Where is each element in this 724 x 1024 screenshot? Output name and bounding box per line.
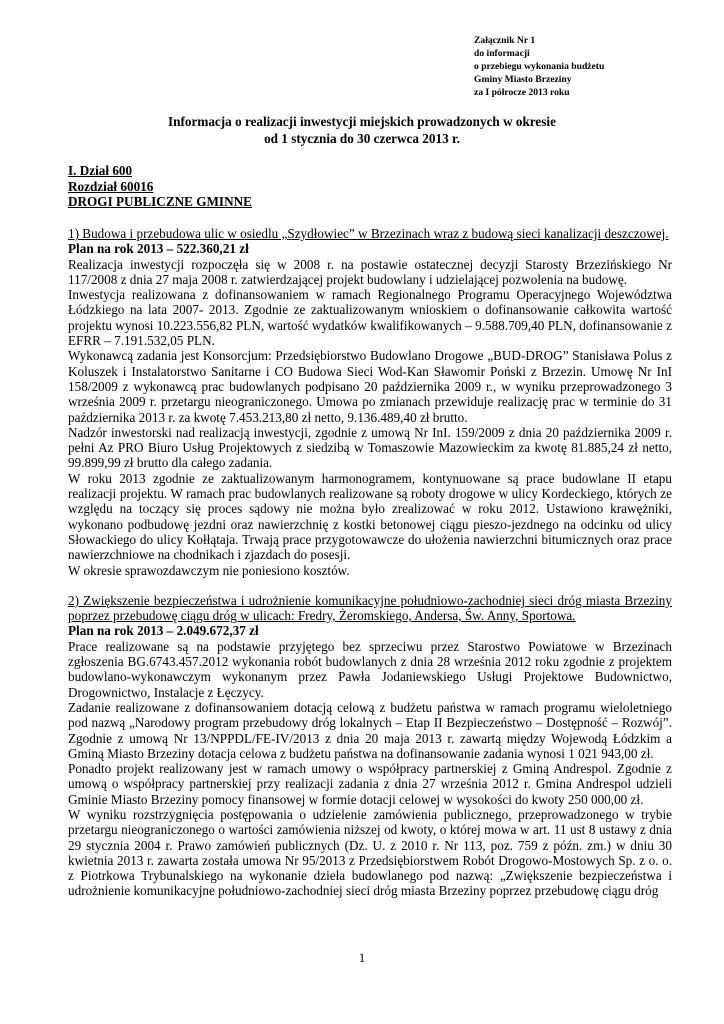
item2-paragraph: Zadanie realizowane z dofinansowaniem dotacją celową z budżetu państwa w ramach programu wieloletniego pod nazwą „Narodowy program przebudowy dróg lokalnych – Etap II Bezpieczeństwo – Dostępność – Rozwój”. Zgodnie z umową Nr 13/NPPDL/FE-IV/2013 z dnia 20 maja 2013 r. zawartą między Wojewodą Łódzkim a Gminą Miasto Brzeziny dotacja celowa z budżetu państwa na dofinansowanie zadania wynosi 1 021 943,00 zł. <box>68 699 672 761</box>
section-division: I. Dział 600 <box>68 163 133 178</box>
document-title <box>60 113 664 147</box>
page-number: 1 <box>358 950 366 965</box>
item1-paragraph: W roku 2013 zgodnie ze zaktualizowanym harmonogramem, kontynuowane są prace budowlane II etapu realizacji projektu. W ramach prac budowlanych realizowane są roboty drogowe w ulicy Kordeckiego, których ze względu na toczący się proces sądowy nie można było zrealizować w roku 2012. Ustawiono krawężniki, wykonano podbudowę jezdni oraz nawierzchnię z kostki betonowej ciągu pieszo-jezdnego na odcinku od ulicy Słowackiego do ulicy Kołłątaja. Trwają prace przygotowawcze do ułożenia nawierzchni bitumicznych oraz prace nawierzchniowe na chodnikach i zjazdach do posesji. <box>68 470 672 563</box>
item2-paragraph: W wyniku rozstrzygnięcia postępowania o udzielenie zamówienia publicznego, przeprowadzonego w trybie przetargu nieograniczonego o wartości zamówienia niższej od kwoty, o której mowa w art. 11 ust 8 ustawy z dnia 29 stycznia 2004 r. Prawo zamówień publicznych (Dz. U. z 2010 r. Nr 113, poz. 759 z późn. zm.) w dniu 30 kwietnia 2013 r. zawarta została umowa Nr 95/2013 z Przedsiębiorstwem Robót Drogowo-Mostowych Sp. z o. o. z Piotrkowa Trybunalskiego na wykonanie dzieła budowlanego pod nazwą: „Zwiększenie bezpieczeństwa i udrożnienie komunikacyjne południowo-zachodniej sieci dróg miasta Brzeziny poprzez przebudowę ciągu dróg <box>68 806 672 899</box>
item1-paragraph: Inwestycja realizowana z dofinansowaniem w ramach Regionalnego Programu Operacyjnego Województwa Łódzkiego na lata 2007- 2013. Zgodnie ze zaktualizowanym wnioskiem o dofinansowanie całkowita wartość projektu wynosi 10.223.556,82 PLN, wartość wydatków kwalifikowanych – 9.588.709,40 PLN, dofinansowanie z EFRR – 7.191.532,05 PLN. <box>68 287 672 349</box>
item1-heading: 1) Budowa i przebudowa ulic w osiedlu „Szydłowiec” w Brzezinach wraz z budową sieci kanalizacji deszczowej. <box>68 226 669 241</box>
attachment-line: o przebiegu wykonania budżetu <box>474 61 605 72</box>
item1-paragraph: Realizacja inwestycji rozpoczęła się w 2008 r. na postawie ostatecznej decyzji Starosty Brzezińskiego Nr 117/2008 z dnia 27 maja 2008 r. zatwierdzającej projekt budowlany i udzielającej pozwolenia na budowę. <box>68 256 672 287</box>
item1-paragraph: W okresie sprawozdawczym nie poniesiono kosztów. <box>68 562 350 578</box>
item2-heading: 2) Zwiększenie bezpieczeństwa i udrożnienie komunikacyjne południowo-zachodniej sieci dróg miasta Brzeziny poprzez przebudowę ciągu dróg w ulicach: Fredry, Żeromskiego, Andersa, Św. Anny, Sportowa. <box>68 592 672 624</box>
item1-paragraph: Nadzór inwestorski nad realizacją inwestycji, zgodnie z umową Nr InI. 159/2009 z dnia 20 października 2009 r. pełni Az PRO Biuro Usług Projektowych z siedzibą w Tomaszowie Mazowieckim za kwotę 81.885,24 zł netto, 99.899,99 zł brutto dla całego zadania. <box>68 424 672 471</box>
item2-plan: Plan na rok 2013 – 2.049.672,37 zł <box>68 623 259 639</box>
title-line: od 1 stycznia do 30 czerwca 2013 r. <box>264 131 460 146</box>
attachment-line: do informacji <box>474 48 530 59</box>
attachment-line: Gminy Miasto Brzeziny <box>474 74 572 85</box>
spacer <box>68 578 672 593</box>
attachment-line: Załącznik Nr 1 <box>474 35 536 46</box>
attachment-line: za I półrocze 2013 roku <box>474 87 570 98</box>
section-chapter: Rozdział 60016 <box>68 178 154 194</box>
section-header <box>68 163 252 210</box>
section-name: DROGI PUBLICZNE GMINNE <box>68 194 252 209</box>
document-body <box>68 226 672 899</box>
item1-plan: Plan na rok 2013 – 522.360,21 zł <box>68 241 249 257</box>
item1-paragraph: Wykonawcą zadania jest Konsorcjum: Przedsiębiorstwo Budowlano Drogowe „BUD-DROG” Stanisława Polus z Koluszek i Instalatorstwo Sanitarne i CO Budowa Sieci Wod-Kan Sławomir Poński z Brzezin. Umowę Nr InI 158/2009 z wykonawcą prac budowlanych podpisano 20 października 2009 r., w wyniku przeprowadzonego 3 września 2009 r. przetargu nieograniczonego. Umowa po zmianach przewiduje realizację prac w terminie do 31 października 2013 r. za kwotę 7.453.213,80 zł netto, 9.136.489,40 zł brutto. <box>68 348 672 425</box>
item2-paragraph: Ponadto projekt realizowany jest w ramach umowy o współpracy partnerskiej z Gminą Andrespol. Zgodnie z umową o współpracy partnerskiej przy realizacji zadania z dnia 27 września 2012 r. Gmina Andrespol udzieli Gminie Miasto Brzeziny pomocy finansowej w formie dotacji celowej w wysokości do kwoty 250 000,00 zł. <box>68 761 672 807</box>
attachment-note <box>474 34 604 99</box>
title-line: Informacja o realizacji inwestycji miejskich prowadzonych w okresie <box>168 114 556 129</box>
item2-paragraph: Prace realizowane są na podstawie przyjętego bez sprzeciwu przez Starostwo Powiatowe w Brzezinach zgłoszenia BG.6743.457.2012 wykonania robót budowlanych z dnia 28 września 2012 roku zgodnie z projektem budowlano-wykonawczym wykonanym przez Pawła Jodaniewskiego Usługi Projektowe Budownictwo, Drogownictwo, Instalacje z Łęczycy. <box>68 638 672 700</box>
